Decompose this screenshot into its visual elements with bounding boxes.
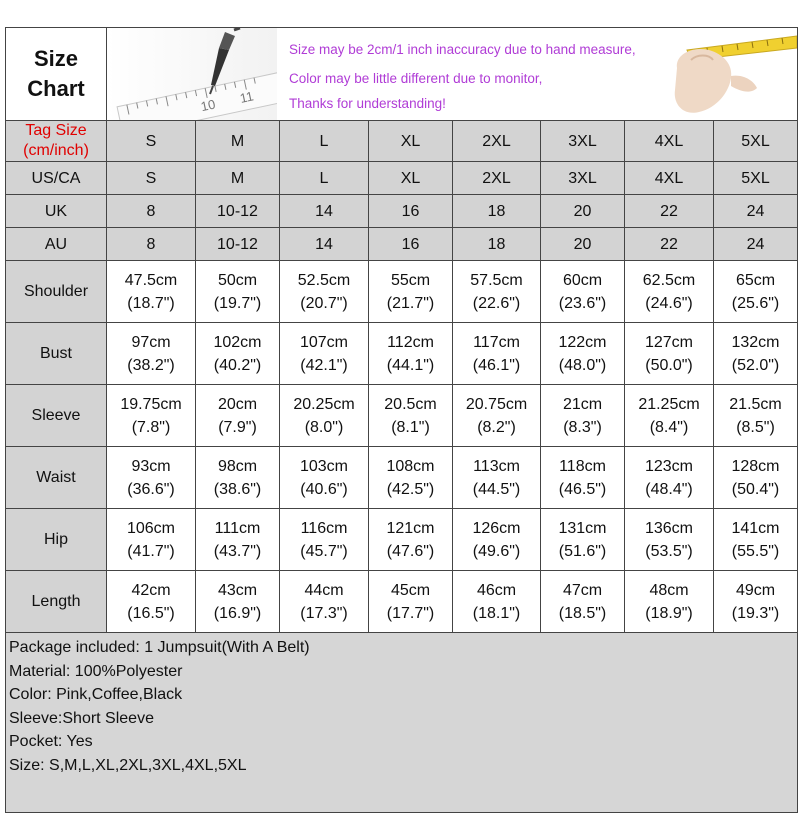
measurement-cell (625, 571, 714, 633)
measurement-banner (107, 28, 798, 121)
measurement-inch: (42.1") (300, 356, 348, 374)
measurement-inch: (50.4") (731, 480, 780, 498)
measurement-cm: 113cm (473, 457, 520, 475)
measurement-cm: 123cm (644, 457, 694, 475)
measurement-inch: (18.9") (645, 604, 693, 622)
measurement-cm: 127cm (644, 333, 694, 351)
size-cell: 10-12 (196, 195, 280, 228)
measurement-inch: (23.6") (558, 294, 607, 312)
measurement-cm: 126cm (472, 519, 521, 537)
measurement-cm: 21cm (562, 395, 603, 413)
note-thanks: Thanks for understanding! (289, 96, 446, 111)
measurement-label: Sleeve (6, 385, 107, 447)
measurement-cell (107, 261, 196, 323)
measurement-cell (714, 385, 798, 447)
color-options: Color: Pink,Coffee,Black (9, 686, 183, 703)
measurement-cm: 48cm (649, 581, 689, 599)
measurement-cm: 20.25cm (293, 395, 355, 413)
measurement-cm: 50cm (217, 271, 258, 289)
measurement-inch: (51.6") (558, 542, 607, 560)
measurement-inch: (19.3") (731, 604, 780, 622)
note-inaccuracy: Size may be 2cm/1 inch inaccuracy due to hand measure, (289, 42, 636, 57)
measurement-row (6, 385, 798, 447)
measurement-inch: (55.5") (731, 542, 780, 560)
measurement-label: Length (6, 571, 107, 633)
size-cell: 20 (541, 228, 625, 261)
measurement-inch: (21.7") (386, 294, 435, 312)
measurement-cm: 20cm (217, 395, 258, 413)
measurement-cell (453, 385, 541, 447)
material: Material: 100%Polyester (9, 662, 183, 680)
measurement-cell (369, 261, 453, 323)
measurement-cm: 57.5cm (470, 271, 523, 289)
measurement-label: Waist (6, 447, 107, 509)
measurement-row (6, 509, 798, 571)
measurement-cm: 136cm (644, 519, 694, 537)
measurement-cm: 116cm (300, 519, 348, 537)
size-cell: 3XL (541, 162, 625, 195)
measurement-inch: (44.5") (472, 480, 521, 498)
measurement-cell (625, 447, 714, 509)
measurement-cell (196, 571, 280, 633)
measurement-cell (107, 447, 196, 509)
measurement-cell (196, 323, 280, 385)
tag-size-label: Tag Size (cm/inch) (6, 121, 107, 162)
measurement-cell (541, 261, 625, 323)
measurement-cell (714, 323, 798, 385)
measurement-cell (369, 385, 453, 447)
sleeve-type: Sleeve:Short Sleeve (9, 709, 154, 727)
measurement-cell (107, 509, 196, 571)
size-chart (5, 27, 797, 813)
measurement-cell (280, 323, 369, 385)
size-cell: XL (369, 162, 453, 195)
measurement-inch: (47.6") (386, 542, 435, 560)
measurement-label: Bust (6, 323, 107, 385)
measurement-cell (453, 509, 541, 571)
size-cell: S (107, 121, 196, 162)
measurement-cm: 112cm (387, 333, 434, 351)
size-cell: 4XL (625, 121, 714, 162)
size-cell: 18 (453, 195, 541, 228)
size-cell: 5XL (714, 121, 798, 162)
measurement-cell (541, 571, 625, 633)
measurement-cell (280, 571, 369, 633)
measurement-cell (280, 509, 369, 571)
measurement-cell (369, 447, 453, 509)
measurement-cm: 121cm (386, 519, 435, 537)
measurement-row (6, 323, 798, 385)
size-cell: 24 (714, 228, 798, 261)
measurement-inch: (18.1") (472, 604, 521, 622)
ruler-pencil-illustration (107, 28, 277, 120)
measurement-label: Shoulder (6, 261, 107, 323)
measurement-label: Hip (6, 509, 107, 571)
measurement-inch: (22.6") (472, 294, 521, 312)
size-cell: 14 (280, 228, 369, 261)
size-cell: S (107, 162, 196, 195)
region-label: UK (6, 195, 107, 228)
measurement-inch: (25.6") (731, 294, 780, 312)
size-cell: 2XL (453, 162, 541, 195)
measurement-inch: (52.0") (731, 356, 780, 374)
measurement-inch: (44.1") (386, 356, 435, 374)
size-options: Size: S,M,L,XL,2XL,3XL,4XL,5XL (9, 756, 247, 774)
measurement-cm: 65cm (735, 271, 776, 289)
measurement-inch: (40.6") (300, 480, 348, 498)
measurement-cm: 106cm (126, 519, 176, 537)
hand-measuring-tape-illustration (647, 28, 797, 120)
measurement-inch: (18.5") (558, 604, 607, 622)
measurement-cm: 117cm (473, 333, 520, 351)
measurement-inch: (46.5") (558, 480, 607, 498)
measurement-inch: (19.7") (213, 294, 262, 312)
measurement-inch: (50.0") (645, 356, 693, 374)
size-cell: 22 (625, 228, 714, 261)
measurement-cell (369, 323, 453, 385)
measurement-cell (107, 323, 196, 385)
measurement-cm: 52.5cm (297, 271, 351, 289)
measurement-inch: (8.5") (736, 418, 775, 436)
measurement-cell (541, 385, 625, 447)
measurement-cell (625, 323, 714, 385)
measurement-cm: 46cm (476, 581, 517, 599)
measurement-cell (107, 385, 196, 447)
measurement-inch: (8.2") (477, 418, 516, 436)
measurement-inch: (43.7") (213, 542, 262, 560)
measurement-inch: (46.1") (472, 356, 521, 374)
size-cell: 2XL (453, 121, 541, 162)
measurement-cm: 43cm (217, 581, 258, 599)
measurement-inch: (17.7") (386, 604, 435, 622)
measurement-cell (625, 385, 714, 447)
size-header-row (6, 121, 798, 162)
measurement-cm: 45cm (390, 581, 431, 599)
measurement-cm: 19.75cm (120, 395, 182, 413)
measurement-inch: (16.5") (127, 604, 175, 622)
measurement-inch: (7.8") (131, 418, 171, 436)
measurement-inch: (38.2") (127, 356, 175, 374)
measurement-cell (280, 261, 369, 323)
size-cell: L (280, 162, 369, 195)
measurement-cm: 103cm (299, 457, 349, 475)
measurement-inch: (8.0") (304, 418, 344, 436)
size-cell: 18 (453, 228, 541, 261)
size-cell: 5XL (714, 162, 798, 195)
measurement-cm: 107cm (299, 333, 349, 351)
measurement-cm: 97cm (131, 333, 171, 351)
measurement-cell (280, 447, 369, 509)
measurement-inch: (36.6") (127, 480, 175, 498)
measurement-cell (196, 447, 280, 509)
measurement-inch: (49.6") (472, 542, 521, 560)
measurement-row (6, 261, 798, 323)
measurement-cell (714, 261, 798, 323)
measurement-cell (541, 323, 625, 385)
measurement-inch: (8.1") (391, 418, 430, 436)
measurement-cell (625, 261, 714, 323)
measurement-cell (453, 447, 541, 509)
measurement-row (6, 571, 798, 633)
measurement-inch: (41.7") (127, 542, 175, 560)
measurement-cm: 20.5cm (384, 395, 437, 413)
measurement-cell (369, 509, 453, 571)
svg-text:11: 11 (238, 88, 255, 106)
measurement-cell (107, 571, 196, 633)
measurement-row (6, 447, 798, 509)
measurement-cell (714, 509, 798, 571)
size-header-row (6, 162, 798, 195)
measurement-cm: 102cm (213, 333, 262, 351)
package-info (6, 633, 798, 813)
measurement-cell (541, 447, 625, 509)
measurement-cm: 47.5cm (124, 271, 178, 289)
measurement-cm: 47cm (562, 581, 603, 599)
measurement-inch: (16.9") (213, 604, 262, 622)
size-table (5, 27, 798, 813)
measurement-inch: (8.4") (649, 418, 689, 436)
size-cell: 3XL (541, 121, 625, 162)
measurement-cell (453, 323, 541, 385)
measurement-cm: 98cm (217, 457, 258, 475)
measurement-cm: 21.25cm (638, 395, 700, 413)
measurement-cell (453, 261, 541, 323)
measurement-inch: (48.0") (558, 356, 607, 374)
size-cell: L (280, 121, 369, 162)
size-cell: 4XL (625, 162, 714, 195)
measurement-cm: 49cm (735, 581, 776, 599)
measurement-cm: 93cm (131, 457, 171, 475)
size-header-row (6, 228, 798, 261)
measurement-inch: (17.3") (300, 604, 348, 622)
measurement-inch: (24.6") (645, 294, 693, 312)
measurement-cell (196, 261, 280, 323)
measurement-inch: (40.2") (213, 356, 262, 374)
measurement-cell (369, 571, 453, 633)
size-cell: 8 (107, 195, 196, 228)
package-included: Package included: 1 Jumpsuit(With A Belt) (9, 639, 310, 656)
size-cell: 22 (625, 195, 714, 228)
measurement-cm: 44cm (304, 581, 344, 599)
measurement-inch: (38.6") (213, 480, 262, 498)
size-cell: 20 (541, 195, 625, 228)
size-cell: 10-12 (196, 228, 280, 261)
size-cell: 14 (280, 195, 369, 228)
measurement-cm: 111cm (214, 519, 261, 537)
measurement-cm: 141cm (731, 519, 780, 537)
size-cell: 24 (714, 195, 798, 228)
svg-text:10: 10 (199, 96, 217, 115)
size-chart-title: Size Chart (6, 28, 107, 121)
size-cell: M (196, 121, 280, 162)
measurement-cm: 60cm (562, 271, 603, 289)
size-cell: 16 (369, 195, 453, 228)
measurement-cm: 42cm (131, 581, 171, 599)
measurement-inch: (8.3") (563, 418, 602, 436)
note-color: Color may be little different due to monitor, (289, 71, 543, 86)
measurement-cell (714, 571, 798, 633)
measurement-cell (625, 509, 714, 571)
measurement-inch: (45.7") (300, 542, 348, 560)
measurement-cm: 132cm (731, 333, 780, 351)
region-label: AU (6, 228, 107, 261)
measurement-cm: 118cm (559, 457, 606, 475)
measurement-cm: 131cm (558, 519, 607, 537)
measurement-cm: 21.5cm (729, 395, 782, 413)
measurement-cell (196, 385, 280, 447)
measurement-inch: (48.4") (645, 480, 693, 498)
measurement-cm: 122cm (558, 333, 607, 351)
measurement-cm: 20.75cm (465, 395, 528, 413)
measurement-cell (541, 509, 625, 571)
size-cell: 16 (369, 228, 453, 261)
measurement-inch: (7.9") (218, 418, 257, 436)
measurement-cm: 108cm (386, 457, 435, 475)
size-cell: 8 (107, 228, 196, 261)
measurement-cm: 62.5cm (642, 271, 696, 289)
size-cell: M (196, 162, 280, 195)
measurement-cell (453, 571, 541, 633)
region-label: US/CA (6, 162, 107, 195)
measurement-inch: (18.7") (127, 294, 175, 312)
measurement-inch: (53.5") (645, 542, 693, 560)
measurement-cell (196, 509, 280, 571)
measurement-inch: (42.5") (386, 480, 435, 498)
measurement-cell (280, 385, 369, 447)
size-header-row (6, 195, 798, 228)
measurement-cm: 128cm (731, 457, 780, 475)
size-cell: XL (369, 121, 453, 162)
measurement-cm: 55cm (390, 271, 431, 289)
measurement-cell (714, 447, 798, 509)
pocket-info: Pocket: Yes (9, 733, 93, 750)
measurement-inch: (20.7") (300, 294, 348, 312)
